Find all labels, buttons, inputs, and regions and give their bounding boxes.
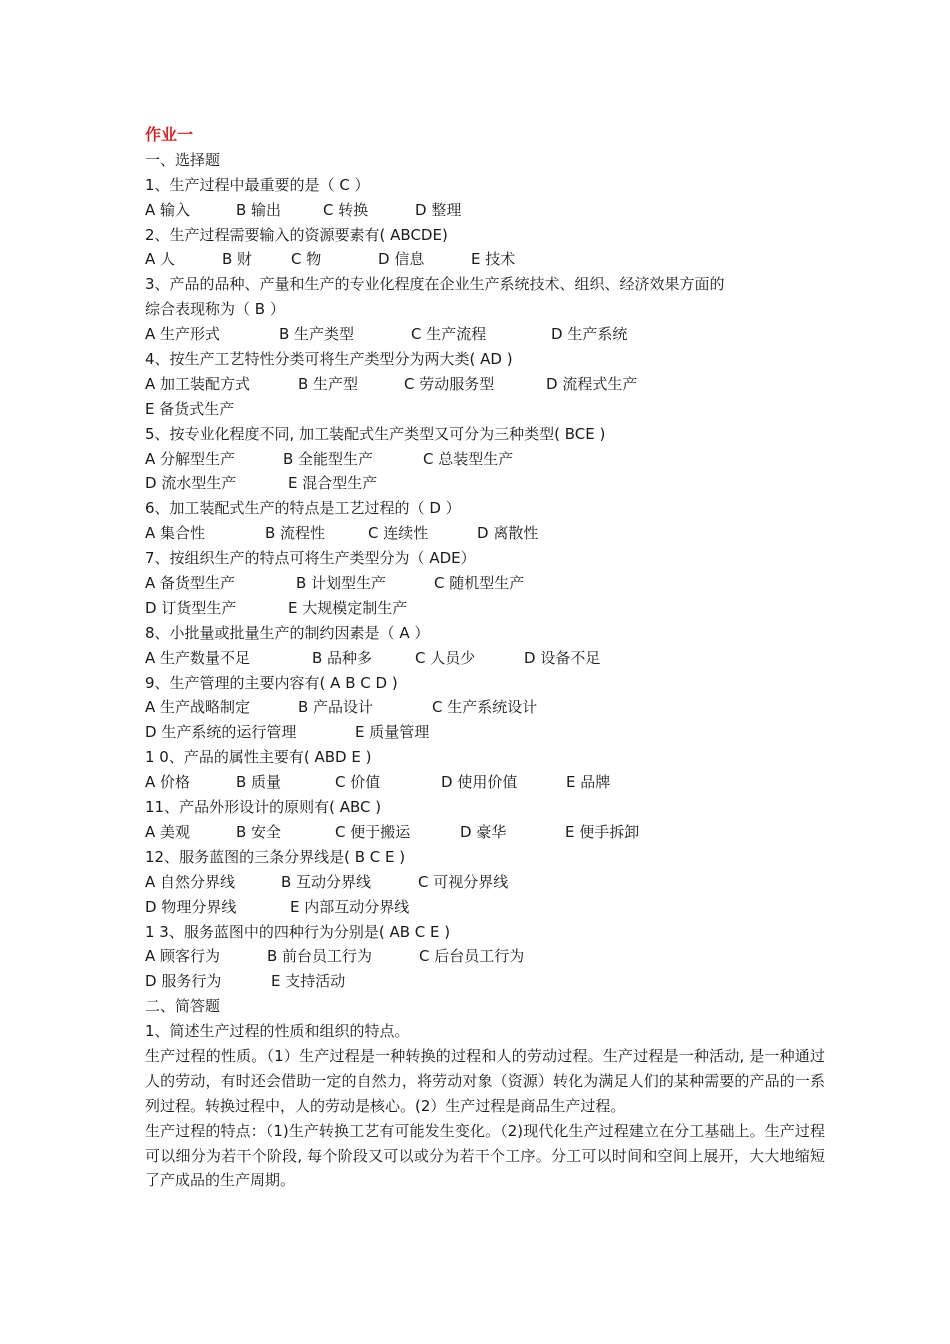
option: C 转换 [323, 200, 369, 219]
question-6: 6、加工装配式生产的特点是工艺过程的（ D ） [145, 499, 461, 518]
doc-title: 作业一 [145, 125, 194, 144]
option: B 全能型生产 [283, 449, 374, 468]
option: B 计划型生产 [296, 574, 387, 593]
options-1 [145, 198, 825, 223]
option: D 流水型生产 [145, 474, 237, 493]
option: D 整理 [415, 200, 462, 219]
option: A 生产数量不足 [145, 648, 251, 667]
option: E 品牌 [566, 773, 611, 792]
question-3-cont: 综合表现称为（ B ） [145, 300, 285, 319]
option: D 生产系统的运行管理 [145, 723, 297, 742]
answer-paragraph-1: 生产过程的性质。（1）生产过程是一种转换的过程和人的劳动过程。生产过程是一种活动, 是一种通过人的劳动，有时还会借助一定的自然力，将劳动对象（资源）转化为满足人们的某种需要的产品的一系列过程。转换过程中，人的劳动是核心。(2）生产过程是商品生产过程。 [145, 1046, 825, 1115]
options-9 [145, 695, 825, 720]
question-9: 9、生产管理的主要内容有( A B C D ) [145, 673, 398, 692]
option: C 总装型生产 [423, 449, 514, 468]
option: C 人员少 [415, 648, 476, 667]
option: D 使用价值 [441, 773, 518, 792]
short-answer-question-1: 1、简述生产过程的性质和组织的特点。 [145, 1022, 410, 1041]
options-3 [145, 322, 825, 347]
option: B 质量 [236, 773, 282, 792]
options-9-cont [145, 720, 825, 745]
option: A 人 [145, 250, 176, 269]
options-12-cont [145, 895, 825, 920]
options-8 [145, 646, 825, 671]
option: B 输出 [236, 200, 282, 219]
option: C 价值 [335, 773, 381, 792]
option: E 支持活动 [271, 972, 346, 991]
option: A 输入 [145, 200, 191, 219]
option: E 内部互动分界线 [290, 897, 410, 916]
option: A 美观 [145, 822, 191, 841]
option: C 生产系统设计 [432, 698, 538, 717]
option: A 价格 [145, 773, 191, 792]
section-heading-choice: 一、选择题 [145, 150, 221, 169]
option: C 物 [291, 250, 322, 269]
option: A 生产形式 [145, 325, 221, 344]
option: C 生产流程 [411, 325, 487, 344]
option: C 后台员工行为 [419, 947, 525, 966]
options-2 [145, 247, 825, 272]
options-11 [145, 820, 825, 845]
option: E 便手拆卸 [565, 822, 640, 841]
option: C 随机型生产 [434, 574, 525, 593]
options-13-cont [145, 969, 825, 994]
option: C 可视分界线 [418, 872, 509, 891]
option: B 前台员工行为 [267, 947, 373, 966]
option: B 互动分界线 [281, 872, 372, 891]
options-7 [145, 571, 825, 596]
question-7: 7、按组织生产的特点可将生产类型分为（ ADE） [145, 549, 476, 568]
option: A 备货型生产 [145, 574, 236, 593]
option: D 物理分界线 [145, 897, 237, 916]
question-13: 1 3、服务蓝图中的四种行为分别是( AB C E ) [145, 922, 451, 941]
option: A 分解型生产 [145, 449, 236, 468]
option: D 豪华 [460, 822, 507, 841]
option: D 服务行为 [145, 972, 222, 991]
options-4 [145, 372, 825, 397]
section-heading-short-answer: 二、简答题 [145, 997, 221, 1016]
options-6 [145, 521, 825, 546]
option: B 流程性 [265, 524, 326, 543]
question-5: 5、按专业化程度不同, 加工装配式生产类型又可分为三种类型( BCE ) [145, 424, 606, 443]
option: B 财 [222, 250, 253, 269]
options-13 [145, 944, 825, 969]
options-10 [145, 770, 825, 795]
option: D 信息 [378, 250, 425, 269]
question-11: 11、产品外形设计的原则有( ABC ) [145, 798, 382, 817]
option: D 生产系统 [551, 325, 628, 344]
answer-paragraph-2: 生产过程的特点：（1)生产转换工艺有可能发生变化。（2)现代化生产过程建立在分工基础上。生产过程可以细分为若干个阶段, 每个阶段又可以或分为若干个工序。分工可以时间和空间上展开，大大地缩短了产成品的生产周期。 [145, 1121, 825, 1190]
option: E 技术 [471, 250, 516, 269]
options-5 [145, 447, 825, 472]
options-5-cont [145, 471, 825, 496]
option: A 自然分界线 [145, 872, 236, 891]
options-7-cont [145, 596, 825, 621]
option: D 订货型生产 [145, 598, 237, 617]
options-12 [145, 870, 825, 895]
option: A 顾客行为 [145, 947, 221, 966]
question-2: 2、生产过程需要输入的资源要素有( ABCDE) [145, 225, 448, 244]
question-12: 12、服务蓝图的三条分界线是( B C E ) [145, 847, 406, 866]
question-1: 1、生产过程中最重要的是（ C ） [145, 175, 370, 194]
option: B 生产型 [298, 374, 359, 393]
document-page [145, 123, 825, 1193]
option: D 设备不足 [524, 648, 601, 667]
options-4-cont: E 备货式生产 [145, 399, 235, 418]
option: D 流程式生产 [546, 374, 638, 393]
question-4: 4、按生产工艺特性分类可将生产类型分为两大类( AD ) [145, 350, 513, 369]
option: A 加工装配方式 [145, 374, 251, 393]
option: E 大规模定制生产 [288, 598, 408, 617]
option: E 质量管理 [355, 723, 430, 742]
option: B 品种多 [312, 648, 373, 667]
question-10: 1 0、产品的属性主要有( ABD E ) [145, 748, 372, 767]
option: B 产品设计 [298, 698, 374, 717]
option: B 生产类型 [279, 325, 355, 344]
option: E 混合型生产 [288, 474, 378, 493]
option: B 安全 [236, 822, 282, 841]
option: C 劳动服务型 [404, 374, 495, 393]
question-8: 8、小批量或批量生产的制约因素是（ A ） [145, 623, 430, 642]
question-3: 3、产品的品种、产量和生产的专业化程度在企业生产系统技术、组织、经济效果方面的 [145, 275, 725, 294]
option: A 生产战略制定 [145, 698, 251, 717]
option: A 集合性 [145, 524, 206, 543]
option: C 便于搬运 [335, 822, 411, 841]
option: D 离散性 [477, 524, 539, 543]
option: C 连续性 [368, 524, 429, 543]
